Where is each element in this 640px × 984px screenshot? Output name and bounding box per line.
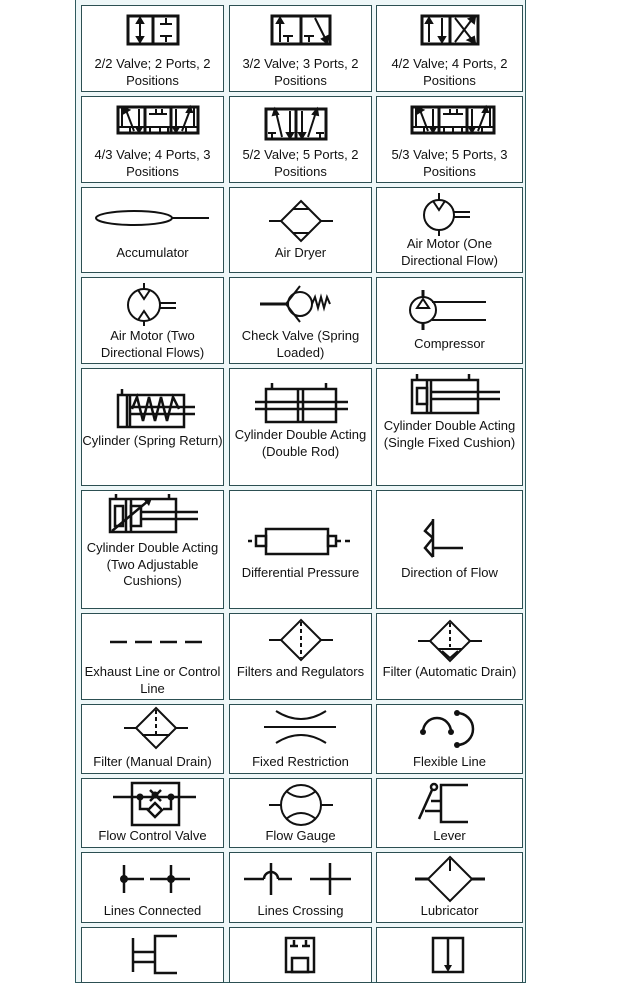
symbol-cell (229, 368, 372, 486)
symbol-cell (81, 277, 224, 364)
symbol-label: Accumulator (116, 245, 189, 260)
cylinder-spring-return-icon (82, 369, 225, 487)
symbol-cell (376, 368, 523, 486)
symbol-cell (81, 927, 224, 983)
symbol-cell (229, 852, 372, 923)
symbol-cell (376, 277, 523, 364)
symbol-cell (229, 96, 372, 183)
symbol-label: 5/2 Valve; 5 Ports, 2 Positions (242, 147, 359, 179)
symbol-label: 4/2 Valve; 4 Ports, 2 Positions (391, 56, 508, 88)
symbol-label: Direction of Flow (401, 565, 498, 580)
symbol-cell (376, 852, 523, 923)
symbol-cell (376, 187, 523, 273)
symbol-cell (229, 490, 372, 609)
symbol-label: Exhaust Line or Control Line (84, 664, 221, 696)
partial-symbol-valve-block-icon (230, 928, 373, 984)
symbol-label: Cylinder (Spring Return) (82, 433, 223, 448)
symbol-cell (229, 778, 372, 848)
symbol-label: 2/2 Valve; 2 Ports, 2 Positions (94, 56, 211, 88)
symbol-cell (81, 778, 224, 848)
symbol-label: Check Valve (Spring Loaded) (241, 328, 360, 360)
symbol-cell (81, 490, 224, 609)
symbol-cell (229, 277, 372, 364)
symbol-label: Lubricator (420, 903, 479, 918)
symbol-label: Compressor (414, 336, 485, 351)
symbol-cell (81, 704, 224, 774)
symbol-label: Flow Control Valve (98, 828, 207, 843)
symbol-label: Filters and Regulators (236, 664, 365, 679)
symbol-label: 4/3 Valve; 4 Ports, 3 Positions (94, 147, 211, 179)
symbol-label: Differential Pressure (241, 565, 360, 580)
symbol-cell (229, 927, 372, 983)
symbol-label: Lines Crossing (257, 903, 344, 918)
symbol-cell (81, 852, 224, 923)
symbol-label: Cylinder Double Acting (Two Adjustable Cushions) (86, 540, 219, 588)
symbol-label: Lever (433, 828, 466, 843)
symbol-label: Filter (Automatic Drain) (382, 664, 517, 679)
partial-symbol-push-button-icon (82, 928, 225, 984)
symbol-cell (376, 96, 523, 183)
symbol-cell (376, 490, 523, 609)
symbol-cell (376, 704, 523, 774)
symbol-cell (376, 778, 523, 848)
symbol-label: Cylinder Double Acting (Double Rod) (234, 427, 367, 459)
symbol-label: Air Motor (One Directional Flow) (401, 236, 498, 268)
symbol-cell (229, 5, 372, 92)
symbol-label: Air Motor (Two Directional Flows) (100, 328, 205, 360)
symbol-label: 5/3 Valve; 5 Ports, 3 Positions (391, 147, 508, 179)
symbol-cell (229, 704, 372, 774)
symbol-label: 3/2 Valve; 3 Ports, 2 Positions (242, 56, 359, 88)
symbol-label: Flexible Line (413, 754, 486, 769)
differential-pressure-icon (230, 491, 373, 610)
direction-of-flow-icon (377, 491, 524, 610)
symbol-cell (81, 96, 224, 183)
symbol-label: Lines Connected (103, 903, 202, 918)
symbol-cell (81, 187, 224, 273)
symbol-label: Cylinder Double Acting (Single Fixed Cushion) (383, 418, 516, 450)
partial-symbol-one-way-flow-icon (377, 928, 524, 984)
symbol-label: Fixed Restriction (252, 754, 349, 769)
symbol-cell (81, 613, 224, 700)
symbol-label: Filter (Manual Drain) (93, 754, 212, 769)
symbol-cell (81, 368, 224, 486)
symbol-cell (376, 613, 523, 700)
symbol-cell (229, 187, 372, 273)
filter-automatic-drain-icon (377, 614, 524, 701)
symbol-label: Air Dryer (274, 245, 327, 260)
symbol-cell (229, 613, 372, 700)
symbol-label: Flow Gauge (265, 828, 336, 843)
symbol-cell (376, 5, 523, 92)
symbol-cell (81, 5, 224, 92)
symbol-cell (376, 927, 523, 983)
symbols-table (75, 0, 526, 983)
filter-regulator-icon (230, 614, 373, 701)
